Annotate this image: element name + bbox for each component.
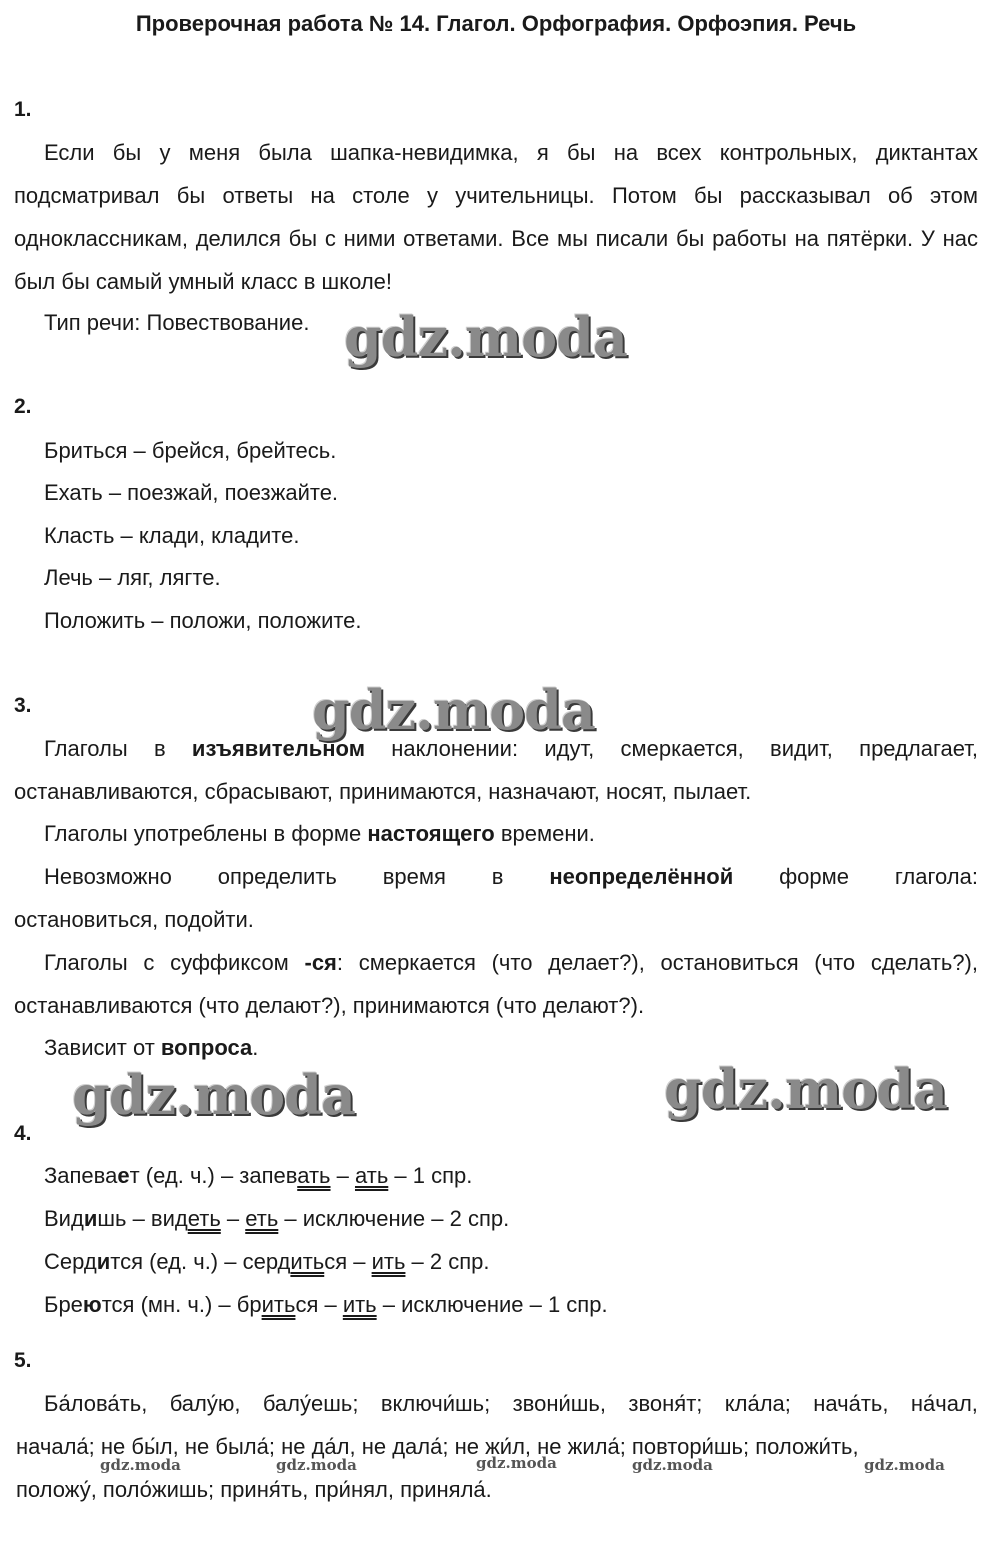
task-4-line: Видишь – видеть – еть – исключение – 2 спр. [44,1206,510,1231]
task-2-line: Класть – клади, кладите. [44,523,300,548]
watermark-logo: gdz.moda [312,678,595,742]
watermark-logo-small: gdz.moda [864,1456,945,1474]
task-4-line: Бреются (мн. ч.) – бриться – ить – исключение – 1 спр. [44,1292,608,1317]
task-number-5: 5. [14,1349,32,1372]
watermark-logo: gdz.moda [664,1057,947,1121]
task-number-2: 2. [14,395,32,418]
page-title: Проверочная работа № 14. Глагол. Орфография. Орфоэпия. Речь [135,11,857,36]
task-number-4: 4. [14,1122,32,1145]
task-2-line: Положить – положи, положите. [44,608,362,633]
task-5-line: Ба́лова́ть, балу́ю, балу́ешь; включи́шь; звони́шь, звоня́т; кла́ла; нача́ть, на́чал, [44,1391,978,1416]
watermark-logo-small: gdz.moda [100,1456,181,1474]
task-5-line: начала́; не бы́л, не была́; не да́л, не дала́; не жи́л, не жила́; повтори́шь; положи́ть, [16,1434,859,1459]
watermark-logo-small: gdz.moda [632,1456,713,1474]
watermark-logo-small: gdz.moda [476,1454,557,1472]
task-3-infinitive-examples: остановиться, подойти. [14,907,254,932]
task-2-line: Лечь – ляг, лягте. [44,565,221,590]
task-3-tense-text: Глаголы употреблены в форме настоящего времени. [44,821,595,846]
task-3-suffix-text: Глаголы с суффиксом -ся: смеркается (что делает?), остановиться (что сделать?), останавливаются (что делают?), принимаются (что делают?). [14,950,978,1018]
task-1-speech-type: Тип речи: Повествование. [44,310,310,335]
task-3-mood-text: Глаголы в изъявительном наклонении: идут, смеркается, видит, предлагает, останавливаются, сбрасывают, принимаются, назначают, носят, пылает. [14,736,978,804]
task-2-line: Ехать – поезжай, поезжайте. [44,480,339,505]
task-5-line: положу́, поло́жишь; приня́ть, при́нял, приняла́. [16,1477,492,1502]
task-number-1: 1. [14,98,32,121]
watermark-logo: gdz.moda [344,305,627,369]
task-number-3: 3. [14,694,32,717]
task-4-line: Запевает (ед. ч.) – запевать – ать – 1 спр. [44,1163,473,1188]
task-3-depends-text: Зависит от вопроса. [44,1035,259,1060]
watermark-logo: gdz.moda [72,1063,355,1127]
watermark-logo-small: gdz.moda [276,1456,357,1474]
task-1-text: Если бы у меня была шапка-невидимка, я бы на всех контрольных, диктантах подсматривал бы ответы на столе у учительницы. Потом бы рассказывал об этом одноклассникам, делился бы с ними ответами. Все мы писали бы работы на пятёрки. У нас был бы самый умный класс в школе! [14,140,978,294]
task-4-line: Сердится (ед. ч.) – сердиться – ить – 2 спр. [44,1249,490,1274]
task-2-line: Бриться – брейся, брейтесь. [44,438,337,463]
task-3-infinitive-text: Невозможно определить время в неопределённой форме глагола: [44,864,978,889]
